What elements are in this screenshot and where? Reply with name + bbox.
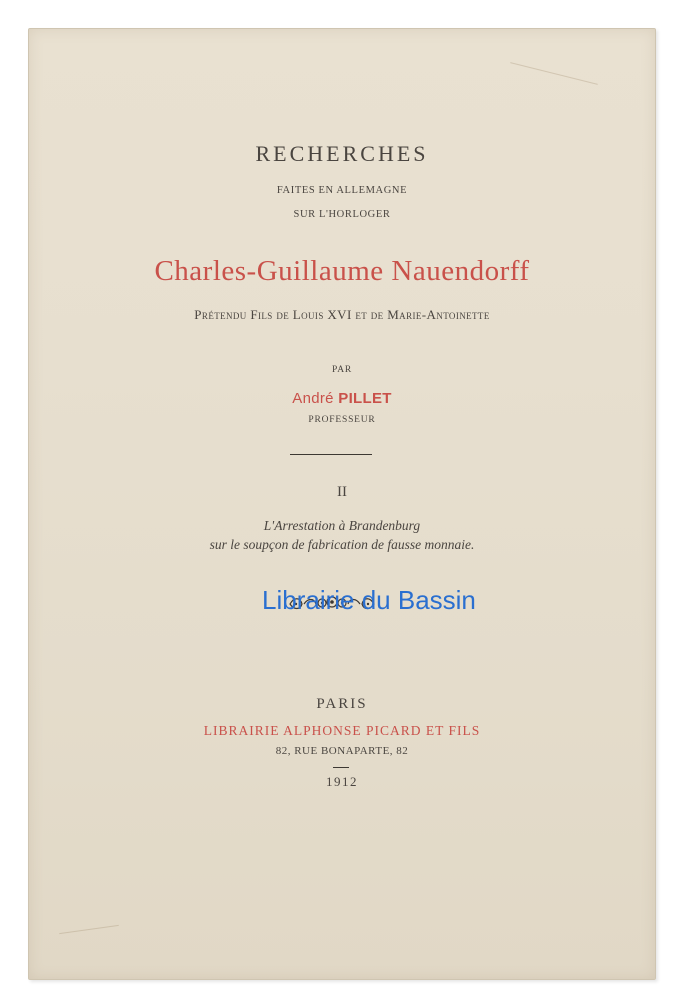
author-name [29,390,655,407]
subject-description: Prétendu Fils de Louis XVI et de Marie-Antoinette [194,307,490,322]
author-last-name: PILLET [338,390,392,407]
publication-year: 1912 [326,774,358,789]
volume-number: II [337,484,347,500]
divider-rule [290,454,372,455]
author-first-name: André [292,390,334,407]
publication-city: PARIS [316,696,368,712]
author-title: PROFESSEUR [308,415,376,425]
watermark-text: Librairie du Bassin [262,585,476,615]
paper-crease [510,62,598,85]
cover-heading: RECHERCHES [255,141,429,166]
par-label: PAR [331,365,352,375]
part-title-line-1: L'Arrestation à Brandenburg [263,518,421,533]
publisher-name: LIBRAIRIE ALPHONSE PICARD ET FILS [203,723,481,738]
cover-line-faites: FAITES EN ALLEMAGNE [276,185,408,196]
paper-crease [59,925,119,934]
subject-name: Charles-Guillaume Nauendorff [154,255,530,287]
part-title-line-2: sur le soupçon de fabrication de fausse monnaie. [209,537,475,552]
small-divider [333,767,349,768]
book-cover [28,28,656,980]
cover-line-sur: SUR L'HORLOGER [293,209,391,220]
publisher-address: 82, RUE BONAPARTE, 82 [275,745,409,757]
